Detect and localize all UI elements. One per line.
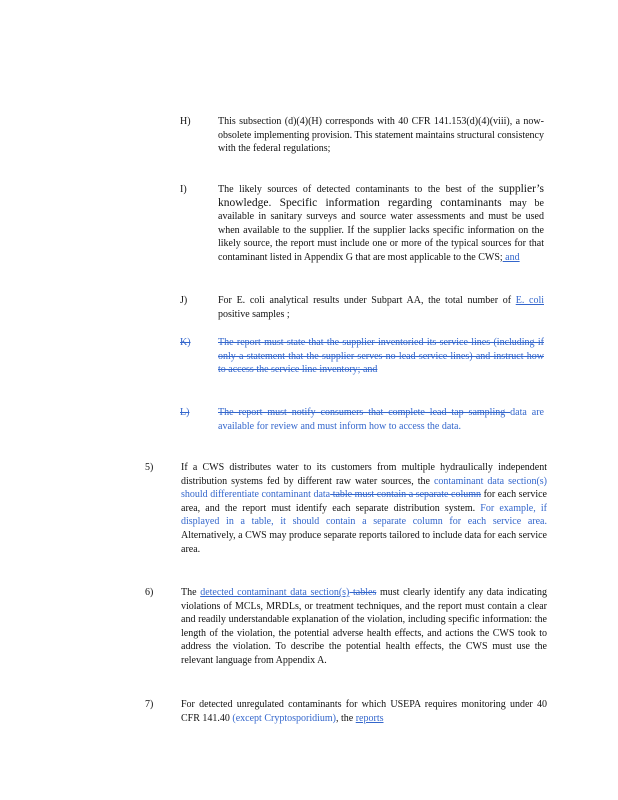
text-run: This subsection (d)(4)(H) corresponds with 40 CFR 141.153(d)(4)(viii), a now-obsolete implementing provision. This statement maintains structural consistency with the federal regulations; <box>218 116 544 155</box>
item-label: J) <box>180 295 188 306</box>
item-label: L) <box>180 407 190 418</box>
item-text <box>218 115 544 156</box>
text-run: The likely sources of detected contaminants to the best of the <box>218 184 499 195</box>
text-run-emphasis: supplier’s knowledge. Specific information regarding contaminants <box>218 183 544 209</box>
text-run: positive samples ; <box>218 308 290 320</box>
inserted-text: reports <box>355 712 384 724</box>
inserted-text: E. coli <box>515 295 544 306</box>
inserted-text: and <box>502 251 520 263</box>
item-label: I) <box>180 184 187 195</box>
deleted-text: The report must state that the supplier inventoried its service lines (including if only a statement that the supplier serves no lead service lines) and instruct how to access the service line inventory; and <box>218 337 544 376</box>
inserted-text: data are available for review and must inform how to access the data. <box>218 407 544 432</box>
inserted-text: For example, if displayed in a table, it should contain a separate column for each service area. <box>181 502 547 528</box>
text-run: The <box>181 587 201 598</box>
text-run: may be available in sanitary surveys and source water assessments and must be used when available to the supplier. If the supplier lacks specific information on the likely source, the report must include one or more of the typical sources for that contaminant listed in Appendix G that are most applicable to the CWS; <box>218 197 544 263</box>
text-run: Alternatively, a CWS may produce separate reports tailored to include data for each service area. <box>181 529 547 555</box>
item-text <box>218 183 544 265</box>
item-text <box>181 461 547 556</box>
text-run: for each service area, and the report must identify each separate distribution system. <box>181 489 547 514</box>
deleted-text: table must contain a separate column <box>330 489 482 501</box>
item-label: 7) <box>145 699 154 710</box>
inserted-text: (except Cryptosporidium) <box>232 712 336 724</box>
item-label: 6) <box>145 587 154 598</box>
item-text <box>181 586 547 668</box>
item-text <box>181 698 547 725</box>
text-run: For E. coli analytical results under Subpart AA, the total number of <box>218 295 516 306</box>
item-text <box>218 336 544 377</box>
text-run: , the <box>336 712 356 724</box>
item-text <box>218 406 544 433</box>
inserted-text: detected contaminant data section(s) <box>200 587 350 598</box>
item-label: H) <box>180 116 191 127</box>
inserted-text: contaminant data section(s) should differentiate contaminant data <box>181 475 547 501</box>
text-run: must clearly identify any data indicating violations of MCLs, MRDLs, or treatment techniques, and the report must contain a clear and readily understandable explanation of the violation, including specific information: the length of the violation, the potential adverse health effects, and actions the CWS took to address the violation. To describe the potential health effects, the CWS must use the relevant language from Appendix A. <box>181 587 547 666</box>
item-text <box>218 294 544 321</box>
item-label: 5) <box>145 462 154 473</box>
text-run: If a CWS distributes water to its customers from multiple hydraulically independent distribution systems fed by different raw water sources, the <box>181 462 547 487</box>
item-label: K) <box>180 337 191 348</box>
text-run: For detected unregulated contaminants for which USEPA requires monitoring under 40 CFR 141.40 <box>181 699 547 724</box>
deleted-text: The report must notify consumers that complete lead tap sampling <box>218 407 511 418</box>
deleted-text: tables <box>349 587 377 598</box>
